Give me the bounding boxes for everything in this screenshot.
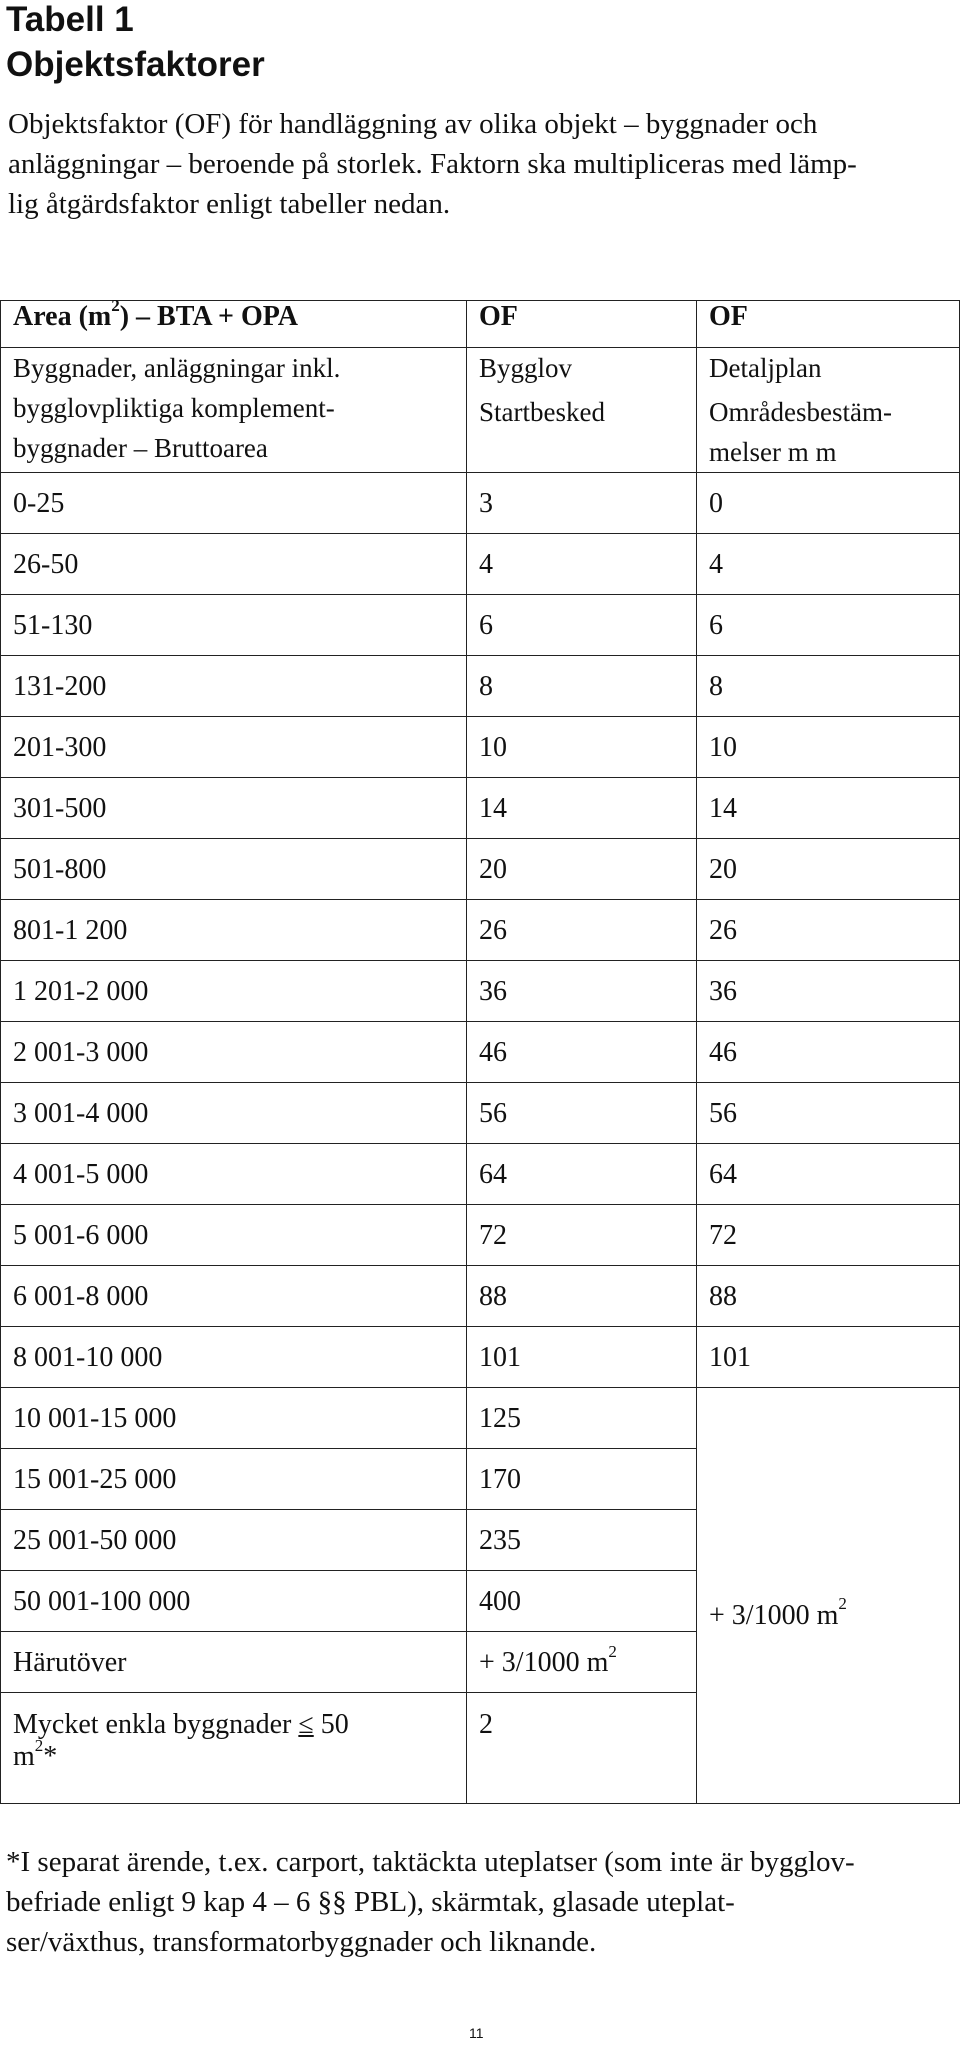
table-row — [1, 1388, 960, 1449]
cell-detaljplan: 26 — [697, 900, 960, 961]
cell-bygglov: 88 — [467, 1266, 697, 1327]
cell-bygglov: 14 — [467, 778, 697, 839]
cell-detaljplan: 36 — [697, 961, 960, 1022]
table-row — [1, 961, 960, 1022]
cell-area: 301-500 — [1, 778, 467, 839]
cell-bygglov: 10 — [467, 717, 697, 778]
cell-bygglov: 101 — [467, 1327, 697, 1388]
cell-bygglov: 36 — [467, 961, 697, 1022]
cell-area: 25 001-50 000 — [1, 1510, 467, 1571]
table-title: Tabell 1 — [6, 0, 134, 39]
cell-area: 2 001-3 000 — [1, 1022, 467, 1083]
cell-area: 501-800 — [1, 839, 467, 900]
cell-detaljplan: 0 — [697, 473, 960, 534]
cell-detaljplan: 101 — [697, 1327, 960, 1388]
cell-detaljplan: 8 — [697, 656, 960, 717]
table-subheader-row — [1, 348, 960, 473]
cell-area: 26-50 — [1, 534, 467, 595]
cell-bygglov: 3 — [467, 473, 697, 534]
cell-area: 201-300 — [1, 717, 467, 778]
cell-area: 15 001-25 000 — [1, 1449, 467, 1510]
cell-area: 0-25 — [1, 473, 467, 534]
intro-line: lig åtgärdsfaktor enligt tabeller nedan. — [8, 188, 451, 220]
cell-bygglov: 170 — [467, 1449, 697, 1510]
cell-area: Härutöver — [1, 1632, 467, 1693]
cell-bygglov: 400 — [467, 1571, 697, 1632]
table-row — [1, 778, 960, 839]
table-row — [1, 1205, 960, 1266]
cell-detaljplan-merged: + 3/1000 $m^2$ — [697, 1388, 960, 1804]
cell-bygglov: 125 — [467, 1388, 697, 1449]
intro-line: anläggningar – beroende på storlek. Faktorn ska multipliceras med lämp- — [8, 148, 857, 180]
cell-bygglov: 64 — [467, 1144, 697, 1205]
cell-area: 8 001-10 000 — [1, 1327, 467, 1388]
header-area: Area $(m^2)$ – BTA + OPA — [1, 301, 467, 348]
subheader-detaljplan: Detaljplan Områdesbestäm- melser m m — [697, 348, 960, 473]
cell-bygglov: 2 — [467, 1693, 697, 1804]
cell-detaljplan: 56 — [697, 1083, 960, 1144]
cell-bygglov: 235 — [467, 1510, 697, 1571]
cell-detaljplan: 14 — [697, 778, 960, 839]
page-number: 11 — [469, 2025, 484, 2041]
cell-bygglov: 6 — [467, 595, 697, 656]
cell-bygglov: 46 — [467, 1022, 697, 1083]
table-row — [1, 1022, 960, 1083]
table-row — [1, 534, 960, 595]
table-subtitle: Objektsfaktorer — [6, 45, 265, 84]
cell-bygglov: 4 — [467, 534, 697, 595]
cell-bygglov: + 3/1000 $m^2$ — [467, 1632, 697, 1693]
header-of-detaljplan: OF — [697, 301, 960, 348]
footnote-line: *I separat ärende, t.ex. carport, taktäckta uteplatser (som inte är bygglov- — [6, 1846, 855, 1878]
cell-detaljplan: 6 — [697, 595, 960, 656]
cell-detaljplan: 88 — [697, 1266, 960, 1327]
cell-area: 50 001-100 000 — [1, 1571, 467, 1632]
cell-area: Mycket enkla byggnader ≤ 50 $m^2*$ — [1, 1693, 467, 1804]
table-row — [1, 1083, 960, 1144]
cell-area: 131-200 — [1, 656, 467, 717]
table-row — [1, 473, 960, 534]
cell-area: 10 001-15 000 — [1, 1388, 467, 1449]
table-row — [1, 595, 960, 656]
table-row — [1, 900, 960, 961]
intro-paragraph — [8, 104, 938, 224]
cell-detaljplan: 4 — [697, 534, 960, 595]
cell-detaljplan: 46 — [697, 1022, 960, 1083]
header-of-bygglov: OF — [467, 301, 697, 348]
table-row — [1, 1266, 960, 1327]
cell-area: 6 001-8 000 — [1, 1266, 467, 1327]
footnote-line: ser/växthus, transformatorbyggnader och liknande. — [6, 1926, 597, 1958]
cell-detaljplan: 72 — [697, 1205, 960, 1266]
cell-area: 3 001-4 000 — [1, 1083, 467, 1144]
cell-area: 51-130 — [1, 595, 467, 656]
cell-bygglov: 56 — [467, 1083, 697, 1144]
cell-bygglov: 26 — [467, 900, 697, 961]
cell-area: 1 201-2 000 — [1, 961, 467, 1022]
cell-detaljplan: 20 — [697, 839, 960, 900]
cell-area: 5 001-6 000 — [1, 1205, 467, 1266]
table-row — [1, 656, 960, 717]
subheader-area: Byggnader, anläggningar inkl. bygglovpliktiga komplement- byggnader – Bruttoarea — [1, 348, 467, 473]
cell-area: 801-1 200 — [1, 900, 467, 961]
cell-bygglov: 72 — [467, 1205, 697, 1266]
table-row — [1, 839, 960, 900]
cell-detaljplan: 10 — [697, 717, 960, 778]
cell-bygglov: 20 — [467, 839, 697, 900]
cell-area: 4 001-5 000 — [1, 1144, 467, 1205]
table-row — [1, 717, 960, 778]
subheader-bygglov: Bygglov Startbesked — [467, 348, 697, 473]
intro-line: Objektsfaktor (OF) för handläggning av olika objekt – byggnader och — [8, 108, 818, 140]
table-row — [1, 1327, 960, 1388]
table-header-row — [1, 301, 960, 348]
objektsfaktor-table — [0, 295, 960, 1804]
cell-bygglov: 8 — [467, 656, 697, 717]
footnote — [6, 1842, 956, 1962]
table-row — [1, 1144, 960, 1205]
footnote-line: befriade enligt 9 kap 4 – 6 §§ PBL), skärmtak, glasade uteplat- — [6, 1886, 735, 1918]
cell-detaljplan: 64 — [697, 1144, 960, 1205]
